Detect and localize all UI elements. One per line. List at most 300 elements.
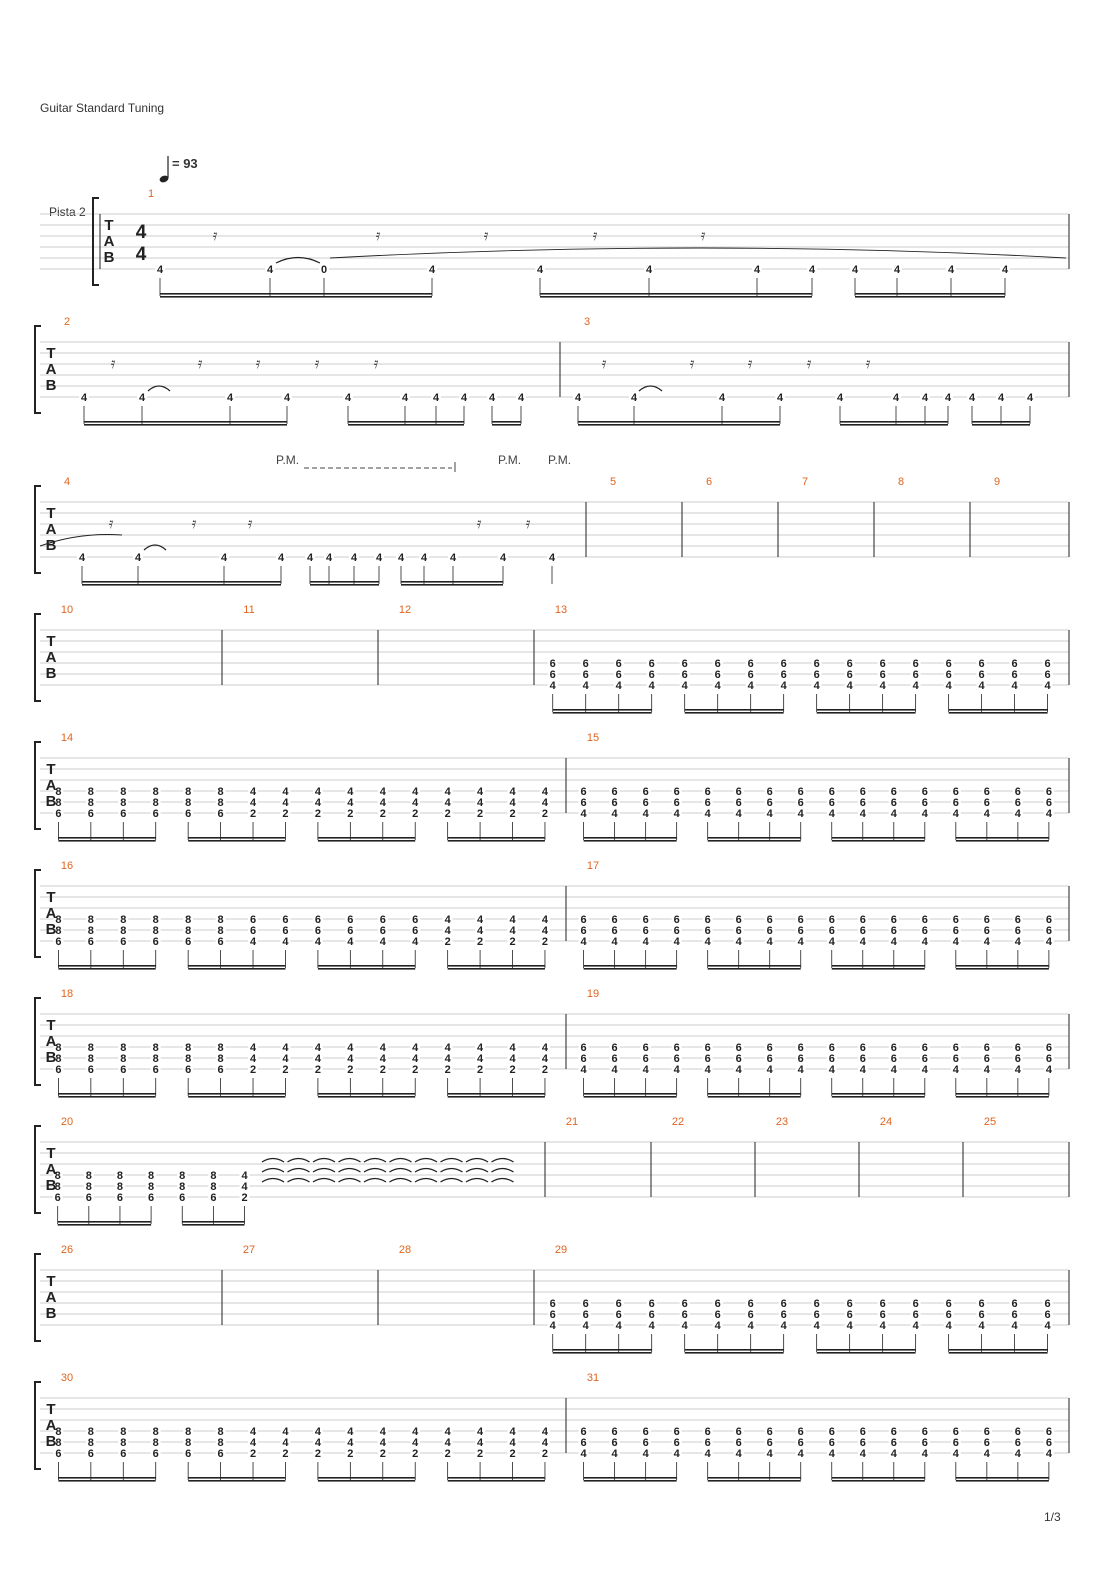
- fret-number: 6: [797, 1053, 804, 1065]
- tab-clef-letter: B: [45, 537, 57, 554]
- fret-number: 8: [87, 914, 94, 926]
- beam: [832, 965, 925, 967]
- beam: [84, 424, 287, 426]
- fret-number: 6: [766, 797, 773, 809]
- fret-number: 6: [879, 1309, 886, 1321]
- tempo-value: = 93: [172, 156, 198, 171]
- fret-number: 4: [134, 552, 142, 564]
- fret-number: 8: [210, 1181, 217, 1193]
- fret-number: 4: [859, 936, 866, 948]
- fret-number: 4: [912, 1320, 919, 1332]
- fret-number: 6: [735, 1426, 742, 1438]
- measure-number: 8: [897, 476, 905, 488]
- fret-number: 4: [1045, 808, 1052, 820]
- fret-number: 6: [921, 914, 928, 926]
- beam: [956, 1096, 1049, 1098]
- fret-number: 6: [846, 669, 853, 681]
- fret-number: 6: [1044, 1298, 1051, 1310]
- tuning-label: Guitar Standard Tuning: [40, 101, 165, 115]
- fret-number: 4: [282, 1042, 289, 1054]
- fret-number: 6: [747, 1298, 754, 1310]
- beam: [956, 837, 1049, 839]
- system-bracket: [35, 998, 41, 1085]
- fret-number: 2: [379, 1064, 386, 1076]
- beam: [708, 965, 801, 967]
- measure-number: 29: [554, 1244, 568, 1256]
- fret-number: 6: [642, 1053, 649, 1065]
- fret-number: 6: [120, 1064, 127, 1076]
- fret-number: 6: [1045, 1426, 1052, 1438]
- beam: [584, 965, 677, 967]
- beam: [972, 421, 1030, 423]
- fret-number: 4: [714, 680, 721, 692]
- fret-number: 6: [859, 1426, 866, 1438]
- beam: [448, 840, 545, 842]
- fret-number: 8: [85, 1170, 92, 1182]
- fret-number: 6: [797, 1426, 804, 1438]
- tab-clef-letter: B: [45, 665, 57, 682]
- fret-number: 6: [766, 1426, 773, 1438]
- fret-number: 6: [55, 1064, 62, 1076]
- fret-number: 6: [681, 1309, 688, 1321]
- fret-number: 6: [1045, 797, 1052, 809]
- fret-number: 8: [217, 914, 224, 926]
- fret-number: 4: [282, 936, 289, 948]
- beam: [584, 1480, 677, 1482]
- beam: [448, 965, 545, 967]
- tab-system: [35, 486, 1069, 586]
- fret-number: 4: [648, 680, 655, 692]
- fret-number: 4: [983, 1064, 990, 1076]
- time-signature-top: 4: [135, 222, 147, 243]
- fret-number: 2: [541, 936, 549, 948]
- tab-clef-letter: B: [45, 793, 57, 810]
- fret-number: 4: [945, 680, 952, 692]
- tab-system: [35, 326, 1069, 426]
- fret-number: 6: [580, 914, 587, 926]
- fret-number: 6: [747, 1309, 754, 1321]
- tie: [492, 1159, 514, 1163]
- fret-number: 6: [780, 669, 787, 681]
- fret-number: 4: [444, 914, 451, 926]
- fret-number: 4: [921, 1064, 928, 1076]
- beam: [708, 1477, 801, 1479]
- fret-number: 8: [120, 1053, 127, 1065]
- fret-number: 4: [282, 1053, 289, 1065]
- fret-number: 4: [241, 1181, 248, 1193]
- fret-number: 4: [642, 1064, 649, 1076]
- palm-mute-label: P.M.: [548, 453, 572, 467]
- fret-number: 6: [582, 1309, 589, 1321]
- fret-number: 4: [648, 1320, 655, 1332]
- fret-number: 4: [735, 936, 742, 948]
- fret-number: 2: [379, 808, 386, 820]
- sixteenth-rest: 𝄿: [865, 355, 871, 372]
- fret-number: 6: [611, 1042, 618, 1054]
- tie: [466, 1169, 488, 1173]
- fret-number: 4: [347, 1426, 354, 1438]
- beam: [708, 840, 801, 842]
- tie: [288, 1159, 310, 1163]
- fret-number: 2: [314, 1064, 321, 1076]
- tie: [441, 1179, 463, 1183]
- fret-number: 4: [780, 1320, 787, 1332]
- fret-number: 6: [580, 925, 587, 937]
- fret-number: 6: [379, 914, 386, 926]
- beam: [708, 968, 801, 970]
- fret-number: 6: [714, 658, 721, 670]
- fret-number: 6: [87, 808, 94, 820]
- fret-number: 6: [1011, 1298, 1018, 1310]
- measure-number: 3: [583, 316, 591, 328]
- fret-number: 6: [1014, 1053, 1021, 1065]
- fret-number: 8: [87, 797, 94, 809]
- beam: [956, 840, 1049, 842]
- fret-number: 6: [912, 658, 919, 670]
- fret-number: 6: [879, 669, 886, 681]
- fret-number: 8: [87, 1053, 94, 1065]
- beam: [188, 1477, 285, 1479]
- fret-number: 4: [580, 1064, 587, 1076]
- fret-number: 6: [780, 658, 787, 670]
- fret-number: 4: [836, 392, 844, 404]
- tab-system: [40, 198, 1069, 298]
- fret-number: 6: [797, 1042, 804, 1054]
- fret-number: 8: [55, 786, 62, 798]
- beam: [188, 1096, 285, 1098]
- fret-number: 4: [541, 925, 549, 937]
- fret-number: 6: [582, 1298, 589, 1310]
- fret-number: 2: [412, 1064, 419, 1076]
- fret-number: 4: [314, 786, 321, 798]
- beam: [708, 1480, 801, 1482]
- fret-number: 6: [314, 914, 321, 926]
- fret-number: 4: [444, 1053, 451, 1065]
- fret-number: 2: [509, 1448, 516, 1460]
- fret-number: 4: [541, 1437, 549, 1449]
- sixteenth-rest: 𝄿: [110, 355, 116, 372]
- fret-number: 4: [379, 1426, 386, 1438]
- fret-number: 4: [306, 552, 314, 564]
- fret-number: 8: [152, 1437, 159, 1449]
- fret-number: 4: [432, 392, 440, 404]
- fret-number: 4: [582, 680, 589, 692]
- fret-number: 8: [87, 786, 94, 798]
- fret-number: 6: [185, 1448, 192, 1460]
- fret-number: 4: [747, 680, 754, 692]
- sixteenth-rest: 𝄿: [375, 227, 381, 244]
- tie: [262, 1159, 284, 1163]
- measure-number: 24: [879, 1116, 893, 1128]
- beam: [956, 965, 1049, 967]
- fret-number: 6: [179, 1192, 186, 1204]
- fret-number: 4: [828, 1064, 835, 1076]
- fret-number: 4: [704, 936, 711, 948]
- measure-number: 17: [586, 860, 600, 872]
- fret-number: 6: [890, 1437, 897, 1449]
- fret-number: 6: [1044, 1309, 1051, 1321]
- fret-number: 6: [912, 1298, 919, 1310]
- sixteenth-rest: 𝄿: [476, 515, 482, 532]
- measure-number: 16: [60, 860, 74, 872]
- fret-number: 6: [1014, 1426, 1021, 1438]
- fret-number: 6: [921, 786, 928, 798]
- fret-number: 6: [1011, 658, 1018, 670]
- fret-number: 8: [217, 1426, 224, 1438]
- beam: [855, 296, 1005, 298]
- fret-number: 4: [735, 808, 742, 820]
- fret-number: 2: [477, 1448, 484, 1460]
- fret-number: 4: [249, 936, 257, 948]
- fret-number: 6: [890, 1042, 897, 1054]
- fret-number: 8: [85, 1181, 92, 1193]
- fret-number: 4: [947, 264, 955, 276]
- fret-number: 4: [282, 1426, 289, 1438]
- fret-number: 2: [541, 1448, 549, 1460]
- fret-number: 6: [859, 786, 866, 798]
- fret-number: 6: [549, 1298, 556, 1310]
- fret-number: 6: [1044, 669, 1051, 681]
- fret-number: 2: [412, 1448, 419, 1460]
- fret-number: 6: [735, 797, 742, 809]
- fret-number: 2: [347, 1448, 354, 1460]
- fret-number: 6: [120, 936, 127, 948]
- fret-number: 8: [120, 925, 127, 937]
- fret-number: 6: [185, 808, 192, 820]
- fret-number: 6: [673, 786, 680, 798]
- fret-number: 6: [704, 786, 711, 798]
- fret-number: 4: [828, 1448, 835, 1460]
- fret-number: 6: [952, 1053, 959, 1065]
- fret-number: 6: [673, 925, 680, 937]
- fret-number: 4: [541, 1426, 549, 1438]
- fret-number: 4: [379, 786, 386, 798]
- beam: [685, 709, 784, 711]
- fret-number: 6: [1014, 925, 1021, 937]
- fret-number: 6: [828, 1053, 835, 1065]
- fret-number: 2: [477, 936, 484, 948]
- measure-number: 14: [60, 732, 74, 744]
- fret-number: 6: [890, 925, 897, 937]
- beam: [448, 1477, 545, 1479]
- fret-number: 4: [548, 552, 556, 564]
- fret-number: 8: [152, 1053, 159, 1065]
- fret-number: 6: [185, 936, 192, 948]
- measure-number: 31: [586, 1372, 600, 1384]
- measure-number: 11: [243, 604, 255, 616]
- tie: [313, 1169, 335, 1173]
- fret-number: 4: [283, 392, 291, 404]
- beam: [58, 965, 155, 967]
- fret-number: 8: [55, 1042, 62, 1054]
- system-bracket: [35, 870, 41, 957]
- tab-clef-letter: B: [103, 249, 115, 266]
- tab-clef-letter: A: [45, 649, 57, 666]
- fret-number: 6: [611, 1437, 618, 1449]
- fret-number: 6: [813, 658, 820, 670]
- tie: [415, 1159, 437, 1163]
- fret-number: 8: [152, 1426, 159, 1438]
- fret-number: 4: [220, 552, 228, 564]
- fret-number: 6: [735, 914, 742, 926]
- fret-number: 8: [217, 1437, 224, 1449]
- fret-number: 6: [797, 797, 804, 809]
- fret-number: 4: [509, 786, 516, 798]
- fret-number: 6: [1045, 914, 1052, 926]
- fret-number: 6: [945, 658, 952, 670]
- tab-clef-letter: T: [46, 889, 56, 906]
- fret-number: 4: [379, 1053, 386, 1065]
- fret-number: 6: [714, 669, 721, 681]
- sixteenth-rest: 𝄿: [525, 515, 531, 532]
- fret-number: 2: [249, 808, 257, 820]
- beam: [58, 1221, 151, 1223]
- fret-number: 6: [210, 1192, 217, 1204]
- fret-number: 6: [611, 1426, 618, 1438]
- fret-number: 2: [412, 808, 419, 820]
- fret-number: 2: [282, 1064, 289, 1076]
- fret-number: 0: [320, 264, 328, 276]
- fret-number: 6: [611, 914, 618, 926]
- beam: [817, 1349, 916, 1351]
- fret-number: 4: [1044, 1320, 1051, 1332]
- fret-number: 2: [347, 808, 354, 820]
- fret-number: 6: [1014, 914, 1021, 926]
- fret-number: 6: [890, 1426, 897, 1438]
- fret-number: 6: [412, 925, 419, 937]
- fret-number: 4: [921, 1448, 928, 1460]
- tie: [390, 1179, 412, 1183]
- fret-number: 8: [148, 1181, 155, 1193]
- fret-number: 4: [397, 552, 405, 564]
- fret-number: 4: [997, 392, 1005, 404]
- tab-clef-letter: B: [45, 1177, 57, 1194]
- fret-number: 2: [444, 1064, 451, 1076]
- fret-number: 4: [766, 1064, 773, 1076]
- fret-number: 6: [152, 808, 159, 820]
- beam: [584, 968, 677, 970]
- fret-number: 6: [152, 936, 159, 948]
- measure-number: 5: [609, 476, 617, 488]
- beam: [949, 709, 1048, 711]
- fret-number: 2: [282, 1448, 289, 1460]
- fret-number: 6: [642, 1426, 649, 1438]
- beam: [318, 1480, 415, 1482]
- fret-number: 6: [983, 1042, 990, 1054]
- sixteenth-rest: 𝄿: [314, 355, 320, 372]
- beam: [578, 421, 780, 423]
- fret-number: 4: [766, 936, 773, 948]
- fret-number: 4: [813, 1320, 820, 1332]
- fret-number: 4: [541, 786, 549, 798]
- fret-number: 6: [1014, 1042, 1021, 1054]
- tie: [466, 1179, 488, 1183]
- fret-number: 6: [704, 1042, 711, 1054]
- fret-number: 6: [828, 925, 835, 937]
- tie: [364, 1179, 386, 1183]
- fret-number: 6: [116, 1192, 124, 1204]
- fret-number: 4: [449, 552, 457, 564]
- fret-number: 6: [704, 925, 711, 937]
- fret-number: 4: [611, 1064, 618, 1076]
- fret-number: 6: [780, 1309, 787, 1321]
- fret-number: 2: [477, 1064, 484, 1076]
- fret-number: 6: [912, 669, 919, 681]
- beam: [160, 296, 432, 298]
- fret-number: 4: [952, 1448, 959, 1460]
- fret-number: 4: [344, 392, 352, 404]
- fret-number: 6: [952, 1426, 959, 1438]
- fret-number: 6: [85, 1192, 92, 1204]
- beam: [58, 837, 155, 839]
- beam: [188, 1093, 285, 1095]
- beam: [188, 968, 285, 970]
- fret-number: 6: [642, 1042, 649, 1054]
- fret-number: 6: [1045, 1053, 1052, 1065]
- beam: [188, 837, 285, 839]
- fret-number: 6: [249, 925, 257, 937]
- fret-number: 8: [185, 1042, 192, 1054]
- fret-number: 4: [611, 1448, 618, 1460]
- fret-number: 8: [54, 1181, 61, 1193]
- fret-number: 6: [766, 925, 773, 937]
- fret-number: 6: [828, 1437, 835, 1449]
- fret-number: 8: [116, 1170, 124, 1182]
- fret-number: 4: [282, 786, 289, 798]
- beam: [58, 968, 155, 970]
- fret-number: 4: [1014, 1064, 1021, 1076]
- fret-number: 6: [673, 1042, 680, 1054]
- fret-number: 6: [890, 914, 897, 926]
- system-bracket: [93, 198, 99, 285]
- fret-number: 4: [890, 808, 897, 820]
- fret-number: 6: [952, 1042, 959, 1054]
- beam: [708, 1096, 801, 1098]
- fret-number: 4: [952, 808, 959, 820]
- fret-number: 6: [152, 1448, 159, 1460]
- fret-number: 6: [978, 1309, 985, 1321]
- beam: [553, 1349, 652, 1351]
- fret-number: 6: [859, 1053, 866, 1065]
- beam: [160, 293, 432, 295]
- beam: [708, 837, 801, 839]
- fret-number: 4: [681, 1320, 688, 1332]
- measure-number: 1: [147, 188, 155, 200]
- fret-number: 4: [314, 1426, 321, 1438]
- fret-number: 8: [217, 1042, 224, 1054]
- fret-number: 6: [549, 1309, 556, 1321]
- fret-number: 8: [185, 1437, 192, 1449]
- beam: [58, 840, 155, 842]
- fret-number: 4: [735, 1448, 742, 1460]
- sixteenth-rest: 𝄿: [247, 515, 253, 532]
- fret-number: 4: [78, 552, 86, 564]
- fret-number: 6: [217, 1064, 224, 1076]
- beam: [318, 965, 415, 967]
- fret-number: 6: [921, 1437, 928, 1449]
- fret-number: 4: [879, 680, 886, 692]
- fret-number: 4: [580, 1448, 587, 1460]
- fret-number: 4: [226, 392, 234, 404]
- tab-clef-letter: T: [46, 1145, 56, 1162]
- fret-number: 4: [673, 808, 680, 820]
- fret-number: 6: [952, 1437, 959, 1449]
- fret-number: 8: [179, 1170, 186, 1182]
- fret-number: 6: [1011, 1309, 1018, 1321]
- fret-number: 6: [642, 925, 649, 937]
- fret-number: 6: [912, 1309, 919, 1321]
- fret-number: 6: [983, 1053, 990, 1065]
